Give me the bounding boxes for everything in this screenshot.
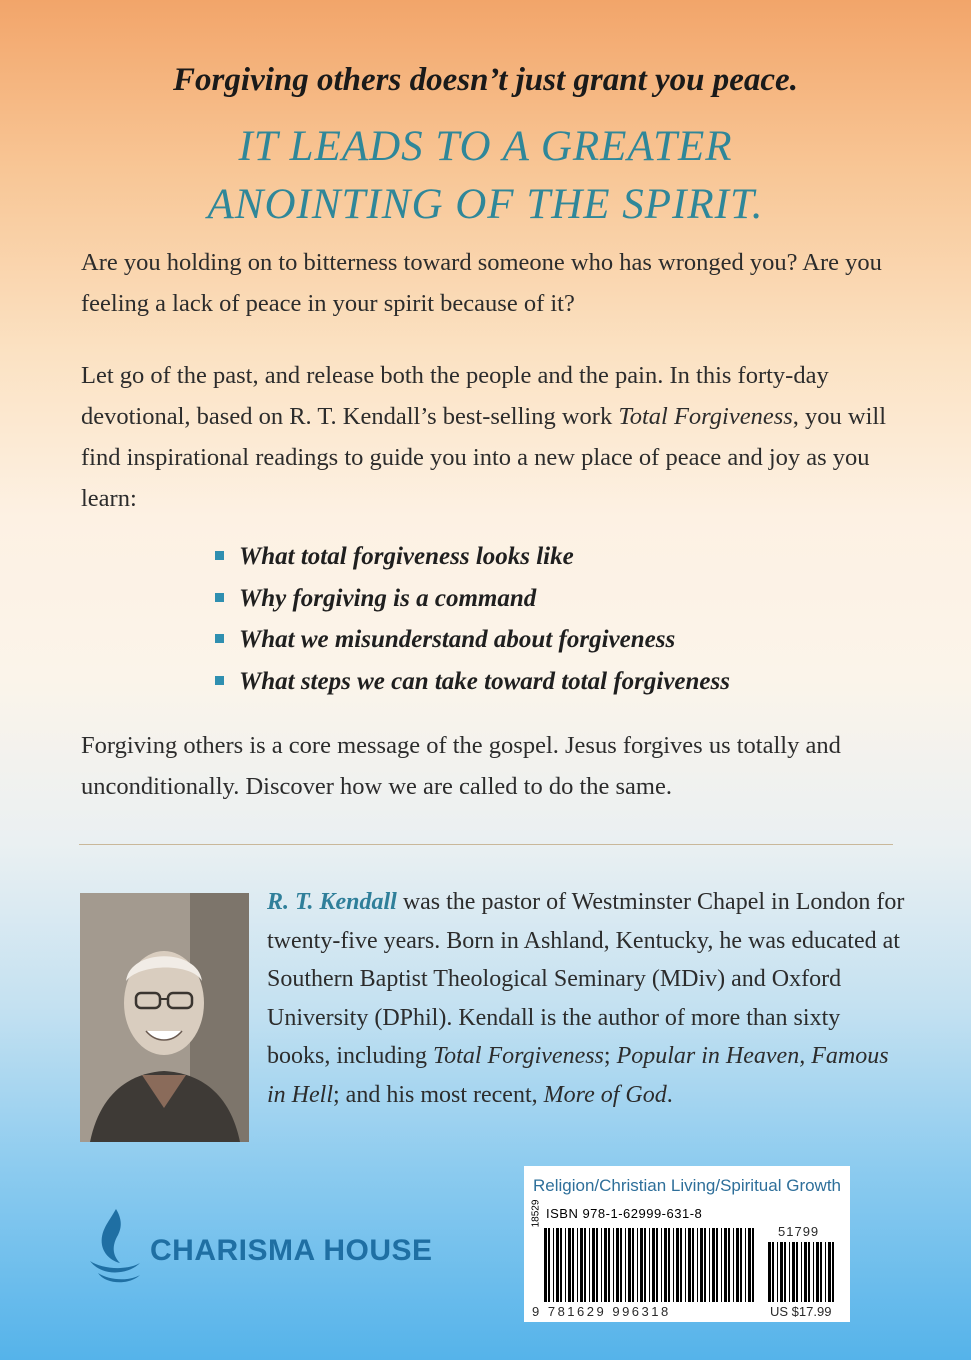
square-bullet-icon bbox=[215, 676, 224, 685]
intro-text-end: , you will find inspirational readings to guide you into a new place of peace and joy as you learn: bbox=[81, 403, 887, 512]
bullet-item bbox=[213, 661, 730, 703]
bullet-item bbox=[213, 578, 730, 620]
bio-text: was the pastor of Westminster Chapel in London for twenty-five years. Born in Ashland, Kentucky, he was educated at Southern Baptist Theological Seminary (MDiv) and Oxford University (DPhil). Kendall is the author of more than sixty books, including bbox=[267, 889, 905, 1069]
tagline: Forgiving others doesn’t just grant you peace. bbox=[173, 62, 798, 98]
headline-line-2: ANOINTING OF THE SPIRIT. bbox=[207, 181, 764, 228]
author-photo bbox=[80, 893, 249, 1142]
author-bio bbox=[267, 883, 907, 1114]
barcode-addon-icon bbox=[768, 1242, 838, 1304]
square-bullet-icon bbox=[215, 634, 224, 643]
bio-book-1: Total Forgiveness bbox=[433, 1043, 604, 1069]
bullet-item bbox=[213, 619, 730, 661]
square-bullet-icon bbox=[215, 593, 224, 602]
bullet-text: What total forgiveness looks like bbox=[239, 543, 574, 570]
bisac-category: Religion/Christian Living/Spiritual Growth bbox=[532, 1176, 842, 1195]
intro-paragraph-1: Are you holding on to bitterness toward someone who has wronged you? Are you feeling a lack of peace in your spirit because of it? bbox=[81, 249, 882, 317]
author-name: R. T. Kendall bbox=[267, 889, 397, 915]
barcode-panel bbox=[524, 1166, 850, 1322]
author-portrait-icon bbox=[80, 893, 249, 1142]
closing-paragraph: Forgiving others is a core message of the gospel. Jesus forgives us totally and unconditionally. Discover how we are called to do the same. bbox=[81, 732, 841, 800]
headline bbox=[0, 118, 971, 234]
bullet-item bbox=[213, 536, 730, 578]
bullet-text: What steps we can take toward total forgiveness bbox=[239, 667, 730, 695]
barcode-main-icon bbox=[544, 1228, 756, 1304]
bio-book-2: Popular in Heaven, Famous in Hell bbox=[267, 1043, 889, 1108]
bullet-list bbox=[213, 536, 730, 702]
ean-number: 9 781629 996318 bbox=[532, 1304, 671, 1319]
intro-paragraph-2 bbox=[81, 355, 901, 519]
bio-separator: ; and his most recent, bbox=[333, 1081, 544, 1108]
bullet-text: What we misunderstand about forgiveness bbox=[239, 626, 676, 653]
bio-separator: ; bbox=[603, 1043, 617, 1069]
bullet-text: Why forgiving is a command bbox=[239, 584, 537, 612]
square-bullet-icon bbox=[215, 551, 224, 560]
addon-code: 51799 bbox=[778, 1224, 820, 1239]
intro-text: Let go of the past, and release both the people and the pain. In this forty-day devotional, based on R. T. Kendall’s best-selling work bbox=[81, 362, 829, 430]
bio-book-3: More of God bbox=[543, 1081, 667, 1108]
book-title: Total Forgiveness bbox=[618, 403, 793, 430]
isbn-label: ISBN 978-1-62999-631-8 bbox=[546, 1206, 703, 1221]
price: US $17.99 bbox=[770, 1304, 832, 1319]
divider bbox=[79, 844, 893, 845]
publisher-name: CHARISMA HOUSE bbox=[150, 1234, 433, 1267]
headline-line-1: IT LEADS TO A GREATER bbox=[238, 123, 733, 170]
bio-end: . bbox=[666, 1081, 673, 1108]
side-code: 18529 bbox=[530, 1199, 542, 1228]
